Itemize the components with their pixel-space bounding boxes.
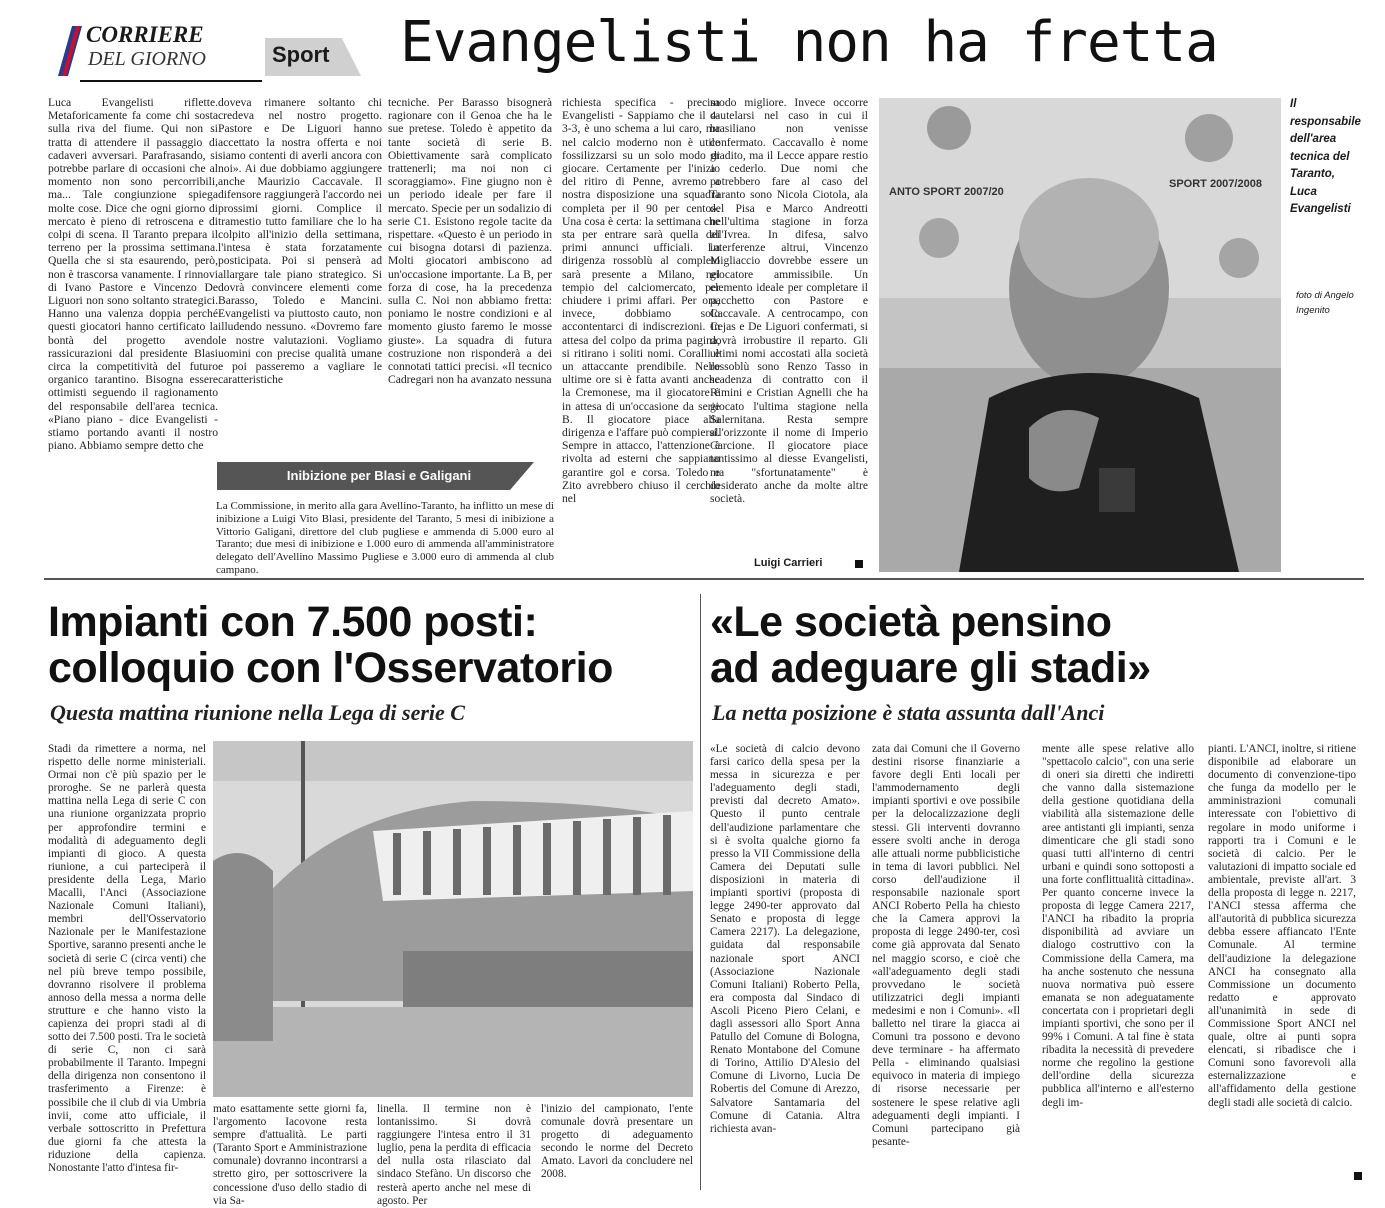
article1-author: Luigi Carrieri bbox=[754, 557, 823, 569]
logo-brand-line1: CORRIERE bbox=[86, 22, 204, 47]
logo-brand-line2: DEL GIORNO bbox=[88, 48, 206, 70]
photo-evangelisti bbox=[879, 98, 1281, 572]
article2-column-2: mato esattamente sette giorni fa, l'argomento Iacovone resta sempre d'attualità. Le parti (Taranto Sport e Amministrazione comunale) dovranno incontrarsi a stretto giro, per sottoscrivere la concessione d'uso dello stadio di via Sa- bbox=[213, 1103, 367, 1207]
article2-title-line1: Impianti con 7.500 posti: bbox=[48, 598, 538, 646]
article3-subtitle: La netta posizione è stata assunta dall'Anci bbox=[712, 700, 1105, 725]
article2-column-4: l'inizio del campionato, l'ente comunale dovrà presentare un progetto di adeguamento secondo le norme del Decreto Amato. Lavori da concludere nel 2008. bbox=[541, 1103, 693, 1181]
photo-caption: Il responsabile dell'area tecnica del Taranto, Luca Evangelisti bbox=[1290, 98, 1361, 215]
article3-column-3: mente alle spese relative allo "spettacolo calcio", con una serie di oneri sia diretti che indiretti che vanno dalla sistemazione della gestione quotidiana della viabilità alla sistemazione delle aree antistanti gli impianti, senza dimenticare che gli stadi sono quasi tutti all'interno di centri urbani e quindi sono sottoposti a una forte conflittualità cittadina». Per quanto concerne invece la proposta di legge Camera 2217, l'ANCI ha ribadito la propria disponibilità ad avviare un dialogo costruttivo con la Commissione della Camera, ma ha anche sostenuto che nessuna nuova normativa può essere emanata se non adeguatamente concertata con i proprietari degli impianti sportivi, che sono per il 99% i Comuni. A tal fine è stata ribadita la necessità di prevedere norme che regolino la gestione dell'ordine della sicurezza pubblica all'interno e all'esterno degli im- bbox=[1042, 743, 1194, 1109]
article2-subtitle: Questa mattina riunione nella Lega di serie C bbox=[50, 700, 465, 725]
section-divider bbox=[44, 578, 1364, 580]
article2-column-3: linella. Il termine non è lontanissimo. Si dovrà raggiungere l'intesa entro il 31 luglio, pena la perdita di efficacia del nulla osta rilasciato dal sindaco Stefàno. Un discorso che resterà aperto anche nel mese di agosto. Per bbox=[377, 1103, 531, 1207]
article1-column-2: doveva rimanere soltanto chi credeva nel nostro progetto. Pastore e De Liguori hanno accettato la nostra offerta e noi siamo contenti di averli ancora con noi». Ai due dobbiamo aggiungere anche Maurizio Caccavale. Il difensore raggiungerà l'accordo nei prossimi giorni. Complice il tramestio tutto familiare che lo ha colpito all'inizio della settimana, l'intesa è stata forzatamente posticipata. Poi si penserà ad allargare tale piano strategico. Si dovrà convincere elementi come Barasso, Toledo e Mancini. Evangelisti va piuttosto cauto, non illudendo nessuno. «Dovremo fare le nostre valutazioni. Vogliamo uomini con precise qualità umane e poi passeremo a vagliare le caratteristiche bbox=[218, 96, 382, 387]
photo-backdrop-text-2: SPORT 2007/2008 bbox=[1169, 178, 1262, 190]
article1-column-3: tecniche. Per Barasso bisognerà ragionare con il Genoa che ha le sue pretese. Toledo è appetito da tante società di serie B. Obiettivamente sarà complicato trattenerli; ma noi non ci scoraggiamo». Fine giugno non è un periodo ideale per fare il mercato. Specie per un sodalizio di serie C1. Esistono regole tacite da rispettare. «Questo è un periodo in cui bisogna dotarsi di pazienza. Molti giocatori ambiscono ad un'occasione importante. La B, per forza di cose, ha la precedenza sulla C. Noi non abbiamo fretta: poniamo le nostre condizioni e al momento giusto faremo le mosse giuste». La squadra di futura costruzione non risponderà a dei connotati tattici precisi. «Il tecnico Cadregari non ha avanzato nessuna bbox=[388, 96, 552, 387]
box-text: La Commissione, in merito alla gara Avellino-Taranto, ha inflitto un mese di inibizione a Luigi Vito Blasi, presidente del Taranto, 5 mesi di inibizione a Vittorio Galigani, direttore del club pugliese e ammenda di 5.000 euro al Taranto; due mesi di inibizione e 1.000 euro di ammenda all'amministratore delegato dell'Avellino Massimo Pugliese e 3.000 euro di ammenda al club campano. bbox=[216, 500, 554, 576]
end-mark-icon bbox=[855, 560, 863, 568]
article1-column-5: modo migliore. Invece occorre cautelarsi nel caso in cui il brasiliano non venisse confermato. Caccavallo è nome gradito, ma il Lecce appare restio a cederlo. Due nomi che potrebbero fare al caso del Taranto sono Nicola Ciotola, ala del Pisa e Marco Andreotti nell'ultima stagione in forza all'Ivrea. In difesa, salvo interferenze altrui, Vincenzo Migliaccio dovrebbe essere un giocatore ammissibile. Un elemento ideale per completare il pacchetto con Pastore e Caccavale. A centrocampo, con Cejas e De Liguori confermati, si dovrà irrobustire il reparto. Gli ultimi nomi accostati alla società rossoblù sono Renzo Tasso in scadenza di contratto con il Rimini e Cristian Agnelli che ha giocato l'ultima stagione nella Salernitana. Resta sempre all'orizzonte il nome di Imperio Carcione. Il giocatore piace tantissimo al diesse Evangelisti, ma "sfortunatamente" è desiderato anche da molte altre società. bbox=[710, 96, 868, 506]
article2-title-line2: colloquio con l'Osservatorio bbox=[48, 644, 613, 692]
article3-column-1: «Le società di calcio devono farsi carico della spesa per la messa in sicurezza e per l'adeguamento degli stadi, previsti dal decreto Amato». Questo il punto centrale dell'audizione parlamentare che si è svolta qualche giorno fa presso la VII Commissione della Camera dei Deputati sulle disposizioni in materia di impianti sportivi (proposta di legge 2490-ter approvato dal Senato e proposta di legge Camera 2217). La delegazione, guidata dal responsabile nazionale sport ANCI (Associazione Nazionale Comuni Italiani) Roberto Pella, era composta dal Sindaco di Ascoli Piceno Piero Celani, e dagli assessori allo Sport Anna Patullo del Comune di Bologna, Renato Montabone del Comune di Torino, Attilio D'Alesio del Comune di Livorno, Lucia De Robertis del Comune di Arezzo, Salvatore Santamaria del Comune di Catania. Altra richiesta avan- bbox=[710, 743, 860, 1135]
article3-column-2: zata dai Comuni che il Governo destini risorse finanziarie a favore degli Enti locali per l'ammodernamento degli impianti sportivi e ove possibile per la delocalizzazione degli stessi. Gli interventi dovranno essere svolti anche in deroga alle attuali norme pubblicistiche in tema di lavori pubblici. Nel corso dell'audizione il responsabile nazionale sport ANCI Roberto Pella ha chiesto che la Camera approvi la proposta di legge 2490-ter, così come già approvata dal Senato nel maggio scorso, e cioè che «all'adeguamento degli stadi provvedano le società utilizzatrici degli impianti medesimi e non i Comuni». «Il balletto nel tirare la giacca ai Comuni tra possono e devono deve terminare - ha affermato Pella - eliminando qualsiasi equivoco in materia di impiego di risorse necessarie per sostenere le spese relative agli adeguamenti degli impianti. I Comuni partecipano già pesante- bbox=[872, 743, 1020, 1148]
article1-column-1: Luca Evangelisti riflette. Metaforicamente fa come chi sosta sulla riva del fiume. Qui non si tratta di attendere il passaggio di cadaveri avversari. Parafrasando, si potrebbe parlare di occasioni che al momento non sono percorribili, ma... Tale congiunzione spiega molte cose. Dice che ogni giorno di mercato è pieno di retroscena e di colpi di scena. Il Taranto prepara il terreno per la prossima settimana. Quella che si sta esaurendo, però, non è trascorsa vanamente. I rinnovi di Ivano Pastore e Vincenzo De Liguori non sono soltanto strategici. Hanno una valenza doppia perché questi giocatori hanno certificato la bontà del progetto avendo rassicurazioni dal presidente Blasi circa la competitività del futuro organico tarantino. Bisogna essere ottimisti seguendo il ragionamento del responsabile dell'area tecnica. «Piano piano - dice Evangelisti - stiamo portando avanti il nostro piano. Abbiamo sempre detto che bbox=[48, 96, 218, 453]
box-title: Inibizione per Blasi e Galigani bbox=[217, 462, 541, 490]
photo-backdrop-text-1: ANTO SPORT 2007/20 bbox=[889, 186, 1004, 198]
photo-stadium bbox=[213, 741, 693, 1097]
newspaper-logo bbox=[50, 18, 340, 80]
vertical-divider bbox=[700, 594, 701, 1190]
article2-column-1: Stadi da rimettere a norma, nel rispetto delle norme ministeriali. Ormai non c'è più spazio per le proroghe. Se ne parlerà questa mattina nella Lega di serie C con una riunione organizzata proprio per approfondire termini e modalità di adeguamento degli impianti di gioco. A questa riunione, a cui parteciperà il presidente della Lega, Mario Macalli, l'Anci (Associazione Nazionale Comuni Italiani), membri dell'Osservatorio Nazionale per le Manifestazione Sportive, saranno presenti anche le società di serie C (circa venti) che nel più breve tempo possibile, dovranno risolvere il problema annoso della messa a norma delle strutture e che hanno visto la capienza dei propri stadi al di sotto dei 7.500 posti. Tra le società di serie C, non ci sarà probabilmente il Taranto. Impegni della dirigenza non consentono il trasferimento a Firenze: è possibile che il club di via Umbria invii, come atto ufficiale, il verbale sottoscritto in Prefettura due giorni fa che attesta la riduzione della capienza. Nonostante l'atto d'intesa fir- bbox=[48, 743, 206, 1174]
section-label: Sport bbox=[272, 42, 330, 67]
article3-title-line1: «Le società pensino bbox=[710, 598, 1112, 646]
article3-column-4: pianti. L'ANCI, inoltre, si ritiene disponibile ad elaborare un documento di convenzione-tipo che funga da modello per le amministrazioni comunali interessate con l'obiettivo di regolare in modo uniforme i rapporti tra i Comuni e le società di calcio. Per le valutazioni di impatto sociale ed ambientale, previste all'art. 3 della proposta di legge n. 2217, l'ANCI stessa afferma che all'autorità di pubblica sicurezza debba essere affiancato l'Ente Comunale. Al termine dell'audizione la delegazione ANCI ha consegnato alla Commissione un documento redatto e approvato all'unanimità in sede di Commissione Sport ANCI nel quale, oltre ai punti sopra elencati, si ribadisce che i Comuni sono favorevoli alla esternalizzazione e all'affidamento della gestione degli stadi alle società di calcio. bbox=[1208, 743, 1356, 1109]
photo-credit: foto di Angelo Ingenito bbox=[1296, 290, 1354, 316]
logo-flag-icon bbox=[58, 26, 82, 76]
article1-column-4: richiesta specifica - precisa Evangelisti - Sappiamo che il 4-3-3, è uno schema a lui caro, ma nel calcio moderno non è utile fossilizzarsi su un solo modo di giocare. Certamente per l'inizio del ritiro di Penne, avremo a nostra disposizione una squadra completa per il 90 per cento». Una cosa è certa: la settimana che sta per entrare sarà quella dei primi annunci ufficiali. La dirigenza rossoblù al completo sarà presente a Milano, nel tempio del calciomercato, per chiudere i primi affari. Per ora, invece, dobbiamo solo accontentarci di indiscrezioni. In attesa del colpo da prima pagina, si ritirano i soliti nomi. Coralli è un attaccante prendibile. Nelle ultime ore si è fatta avanti anche la Cremonese, ma il giocatore è in attesa di un'occasione da serie B. Il giocatore piace alla dirigenza e l'affare può compiersi. Sempre in attacco, l'attenzione è rivolta ad esterni che sappiano garantire gol e corsa. Toledo e Zito avrebbero chiuso il cerchio nel bbox=[562, 96, 720, 506]
article3-title-line2: ad adeguare gli stadi» bbox=[710, 644, 1151, 692]
end-mark-icon bbox=[1354, 1172, 1362, 1180]
article1-title: Evangelisti non ha fretta bbox=[400, 10, 1218, 75]
